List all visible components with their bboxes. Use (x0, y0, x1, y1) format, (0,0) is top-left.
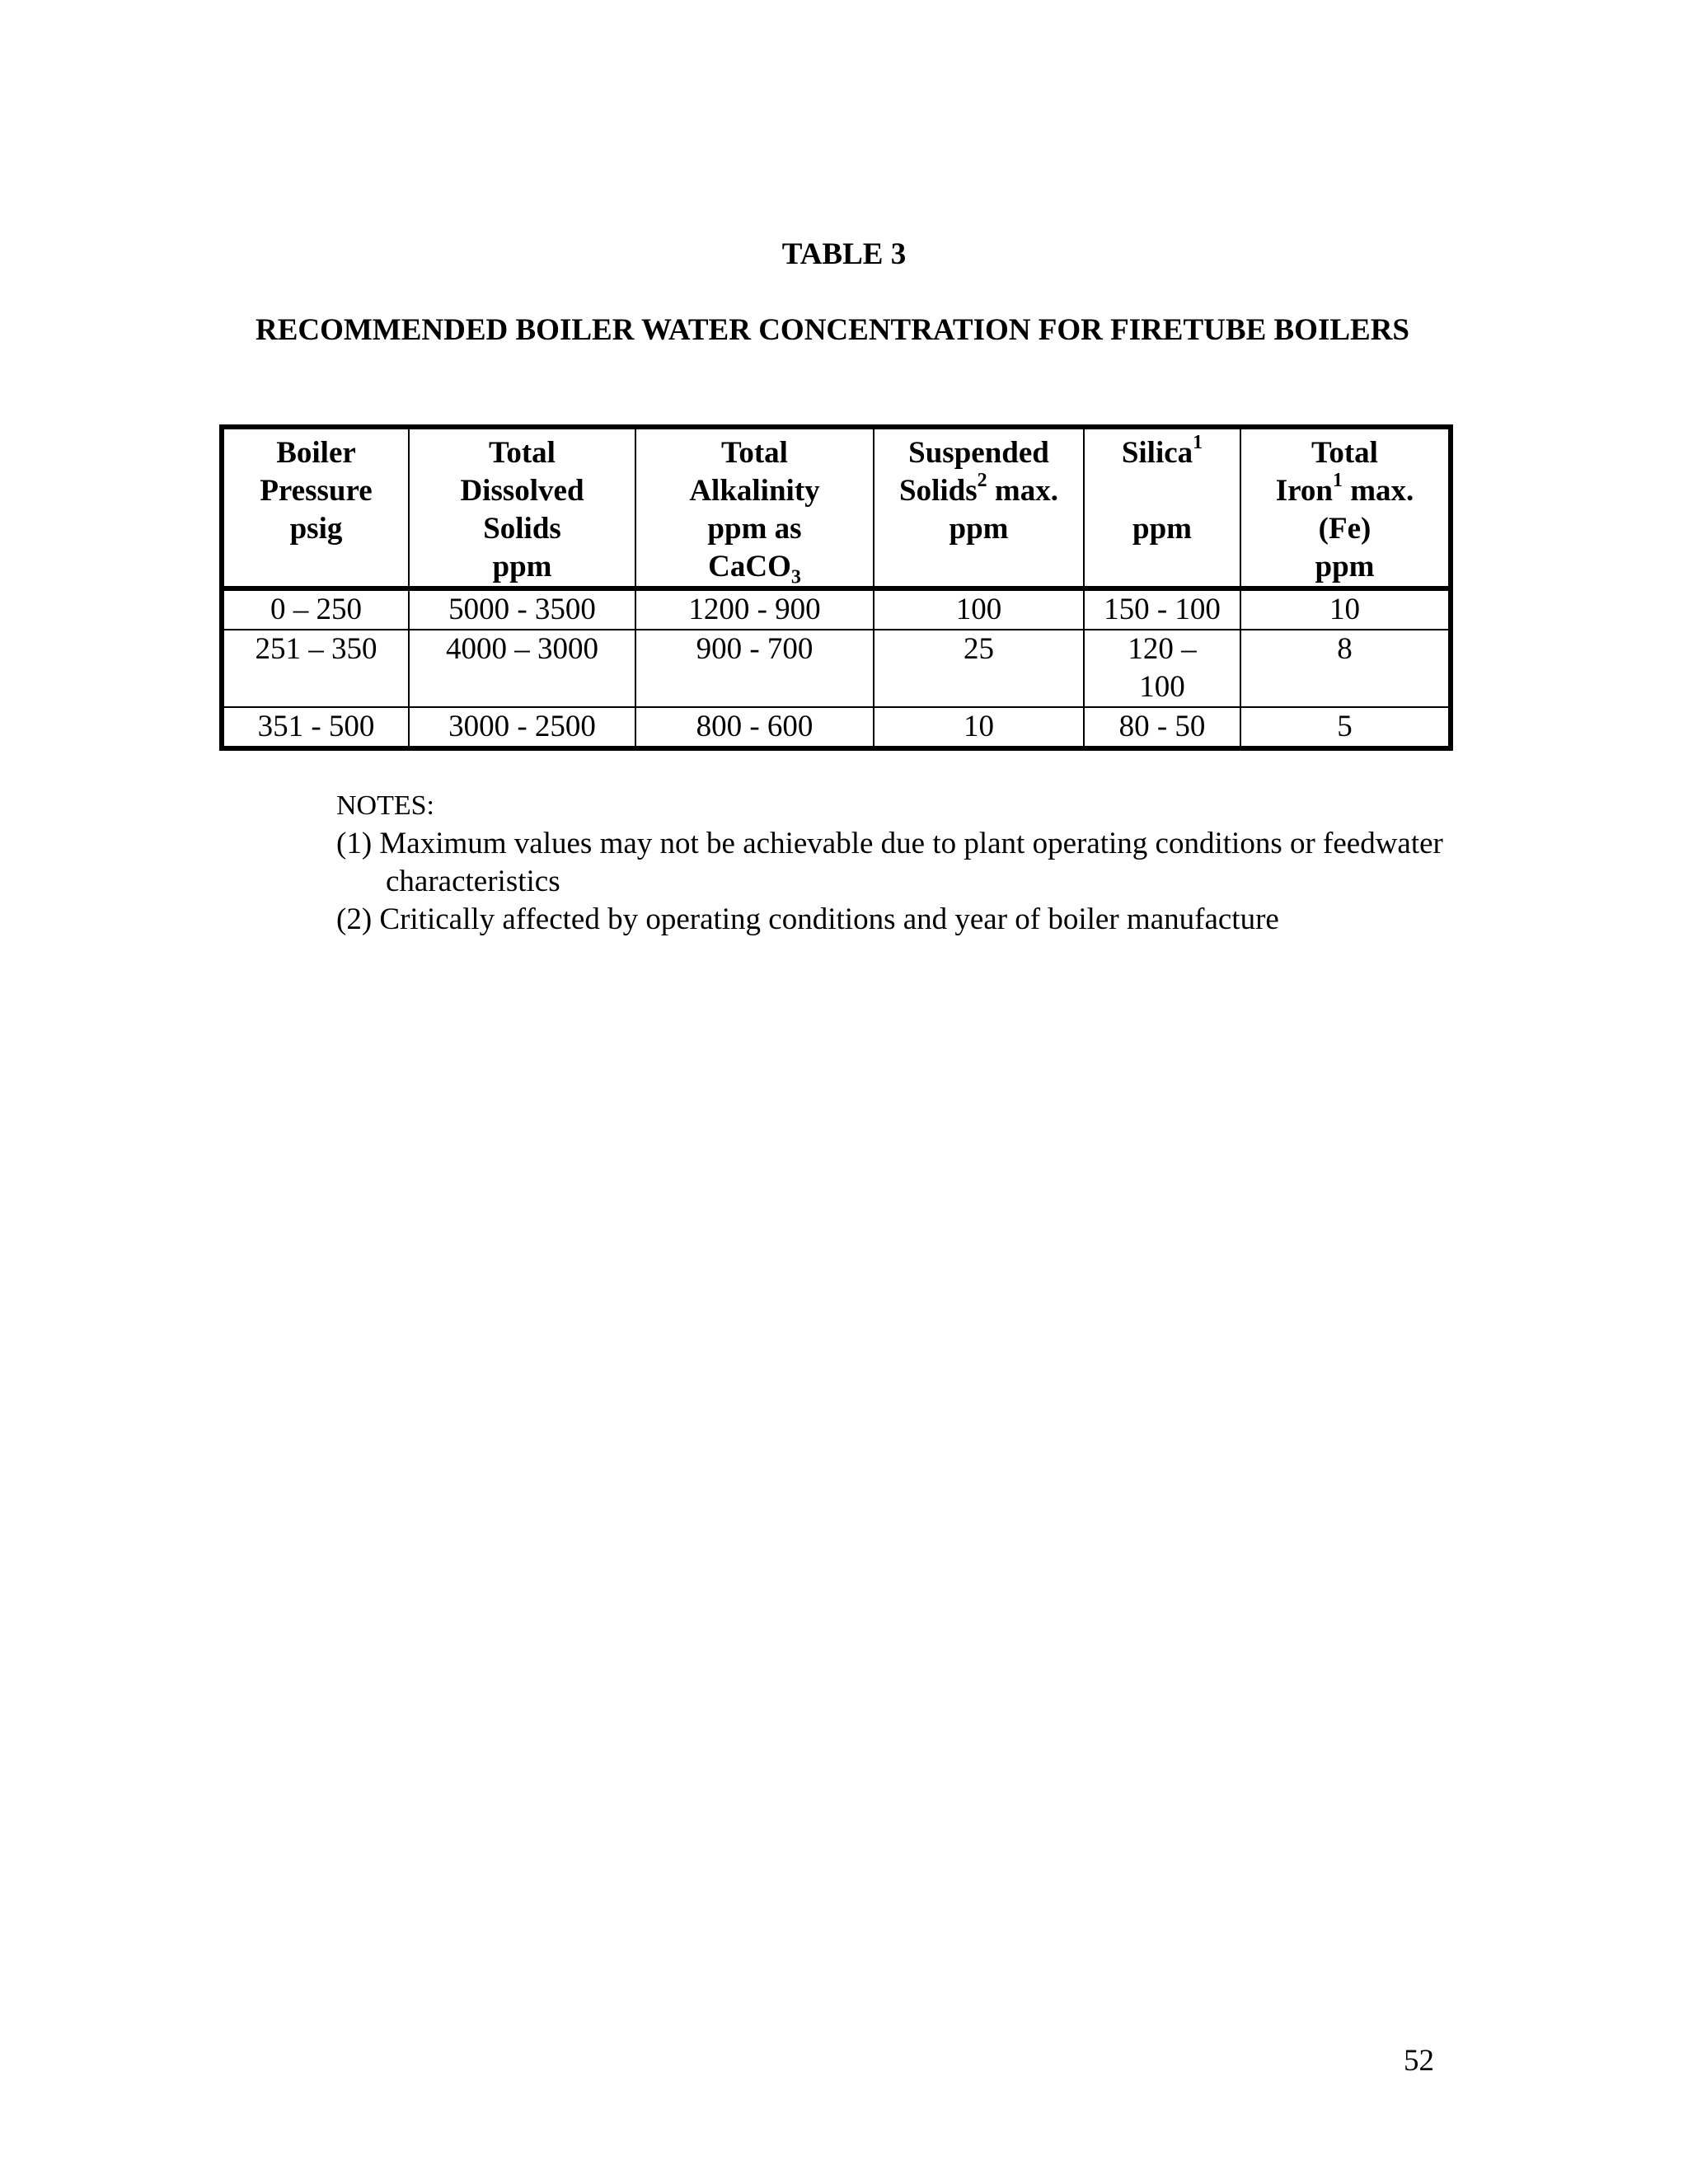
table-header-row (222, 427, 1451, 588)
cell-silica: 80 - 50 (1084, 707, 1240, 748)
header-total-iron: Total Iron$^1$ max. (Fe) ppm (1240, 427, 1451, 588)
table-row (222, 707, 1451, 748)
cell-silica: 120 – 100 (1084, 630, 1240, 707)
notes-heading: NOTES: (336, 790, 434, 821)
boiler-water-table (219, 424, 1453, 751)
header-total-alkalinity: Total Alkalinity ppm as CaCO$_3$ (635, 427, 874, 588)
cell-dissolved-solids: 5000 - 3500 (409, 588, 635, 630)
cell-iron: 10 (1240, 588, 1451, 630)
cell-iron: 5 (1240, 707, 1451, 748)
cell-alkalinity: 1200 - 900 (635, 588, 874, 630)
cell-suspended-solids: 100 (874, 588, 1084, 630)
header-suspended-solids: Suspended Solids$^2$ max. ppm (874, 427, 1084, 588)
document-title: RECOMMENDED BOILER WATER CONCENTRATION FOR FIRETUBE BOILERS (255, 313, 1410, 347)
cell-silica: 150 - 100 (1084, 588, 1240, 630)
cell-dissolved-solids: 4000 – 3000 (409, 630, 635, 707)
page-number: 52 (1404, 2044, 1434, 2078)
header-total-dissolved-solids: Total Dissolved Solids ppm (409, 427, 635, 588)
cell-suspended-solids: 25 (874, 630, 1084, 707)
cell-alkalinity: 800 - 600 (635, 707, 874, 748)
cell-alkalinity: 900 - 700 (635, 630, 874, 707)
cell-pressure: 251 – 350 (222, 630, 409, 707)
table-row (222, 588, 1451, 630)
header-boiler-pressure: Boiler Pressure psig (222, 427, 409, 588)
cell-pressure: 351 - 500 (222, 707, 409, 748)
note-item: (2) Critically affected by operating conditions and year of boiler manufacture (336, 902, 1279, 936)
notes-section (336, 787, 1457, 939)
cell-pressure: 0 – 250 (222, 588, 409, 630)
cell-dissolved-solids: 3000 - 2500 (409, 707, 635, 748)
cell-suspended-solids: 10 (874, 707, 1084, 748)
table-row (222, 630, 1451, 707)
cell-iron: 8 (1240, 630, 1451, 707)
table-label: TABLE 3 (781, 237, 907, 271)
note-item: (1) Maximum values may not be achievable due to plant operating conditions or feedwater characteristics (336, 827, 1443, 898)
header-silica: Silica$^1$ ppm (1084, 427, 1240, 588)
